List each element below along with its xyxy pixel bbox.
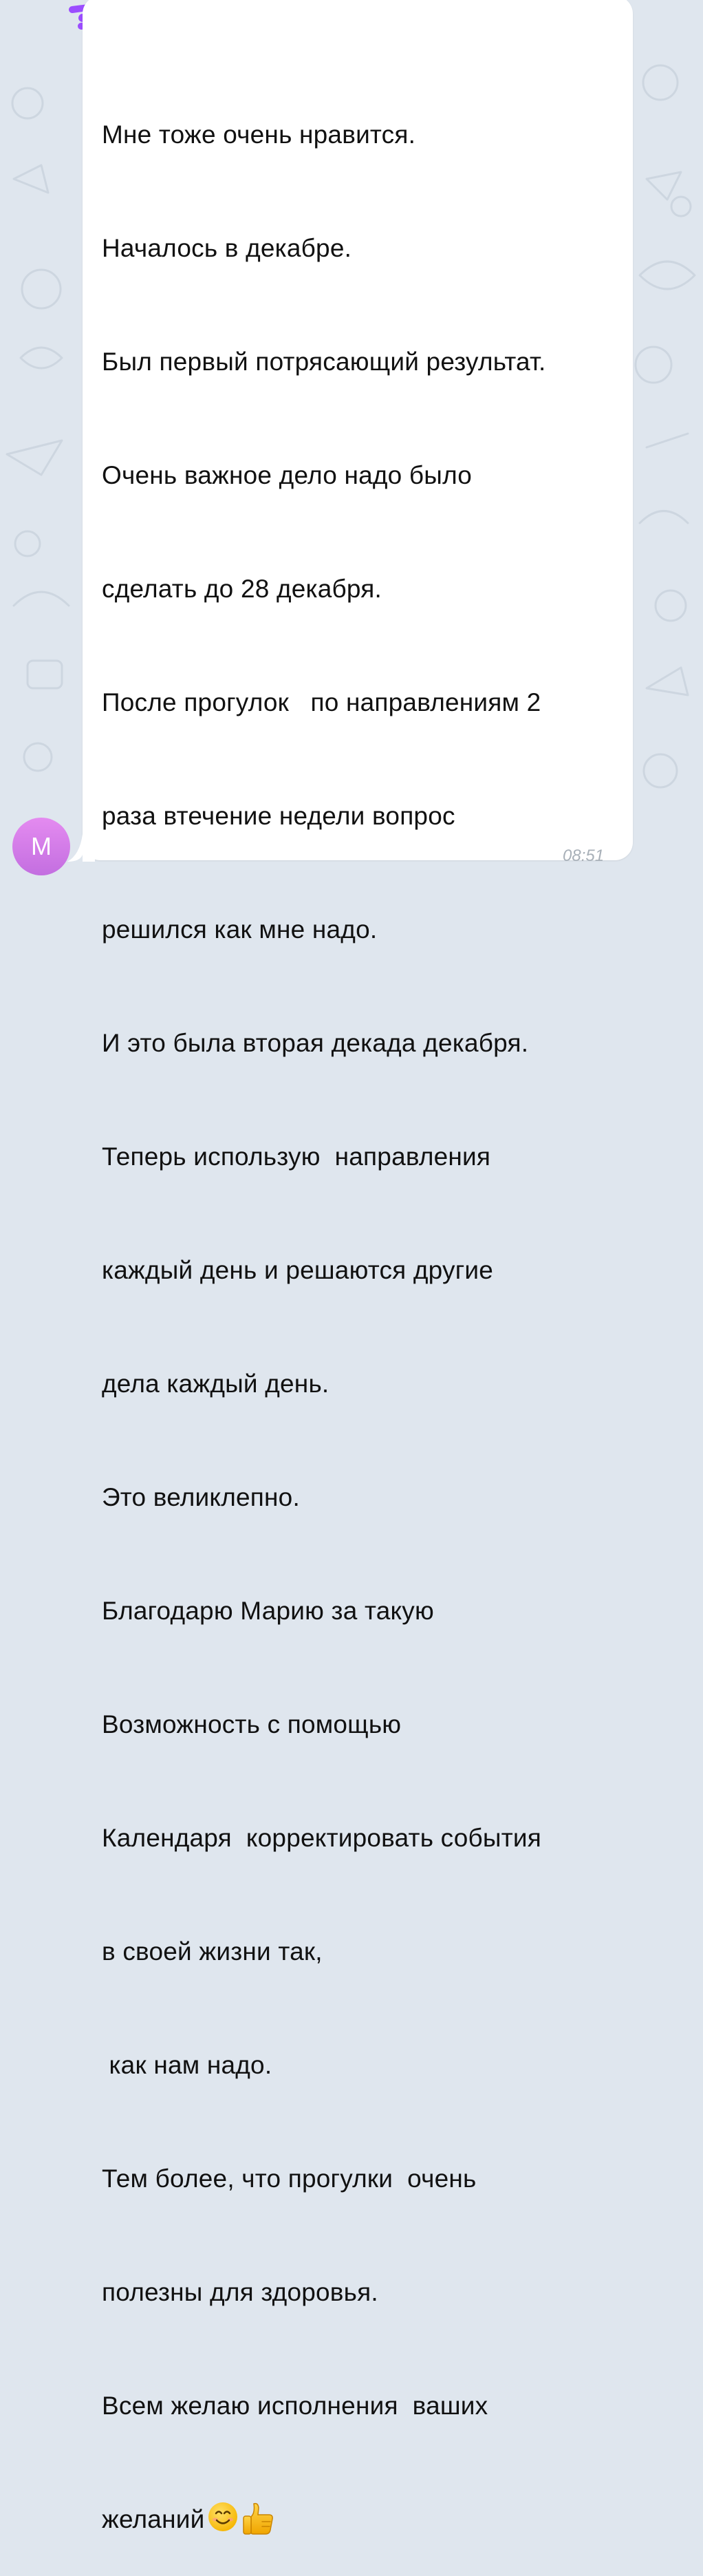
message-line: как нам надо. [102,2051,272,2079]
avatar-letter: M [31,832,52,860]
message-line: Началось в декабре. [102,234,352,262]
message-line: И это была вторая декада декабря. [102,1029,529,1057]
thumbs-up-icon [241,2501,276,2535]
message-line: желаний [102,2505,205,2533]
message-line: полезны для здоровья. [102,2278,378,2306]
message-line: Был первый потрясающий результат. [102,348,546,376]
message-line: Благодарю Марию за такую [102,1597,434,1625]
message-line-last [102,2500,625,2538]
message-line: Всем желаю исполнения ваших [102,2392,488,2420]
message-line: Это великлепно. [102,1483,300,1511]
bubble-tail [67,834,95,862]
sender-avatar[interactable] [12,818,70,875]
smiling-face-icon [207,2501,239,2533]
message-line: Возможность с помощью [102,1710,402,1738]
message-line: После прогулок по направлениям 2 [102,688,541,716]
message-line: раза втечение недели вопрос [102,802,455,830]
message-timestamp: 08:51 [563,847,605,865]
message-line: в своей жизни так, [102,1937,323,1966]
message-line: Календаря корректировать события [102,1824,541,1852]
message-line: дела каждый день. [102,1370,329,1398]
message-line: решился как мне надо. [102,915,378,944]
message-line: Тем более, что прогулки очень [102,2164,477,2193]
message-text [102,40,625,2576]
message-line: Мне тоже очень нравится. [102,120,416,149]
message-line: Очень важное дело надо было [102,461,473,489]
message-line: сделать до 28 декабря. [102,575,382,603]
message-line: каждый день и решаются другие [102,1256,494,1284]
emoji-group [207,2501,276,2535]
message-line: Теперь использую направления [102,1142,491,1171]
